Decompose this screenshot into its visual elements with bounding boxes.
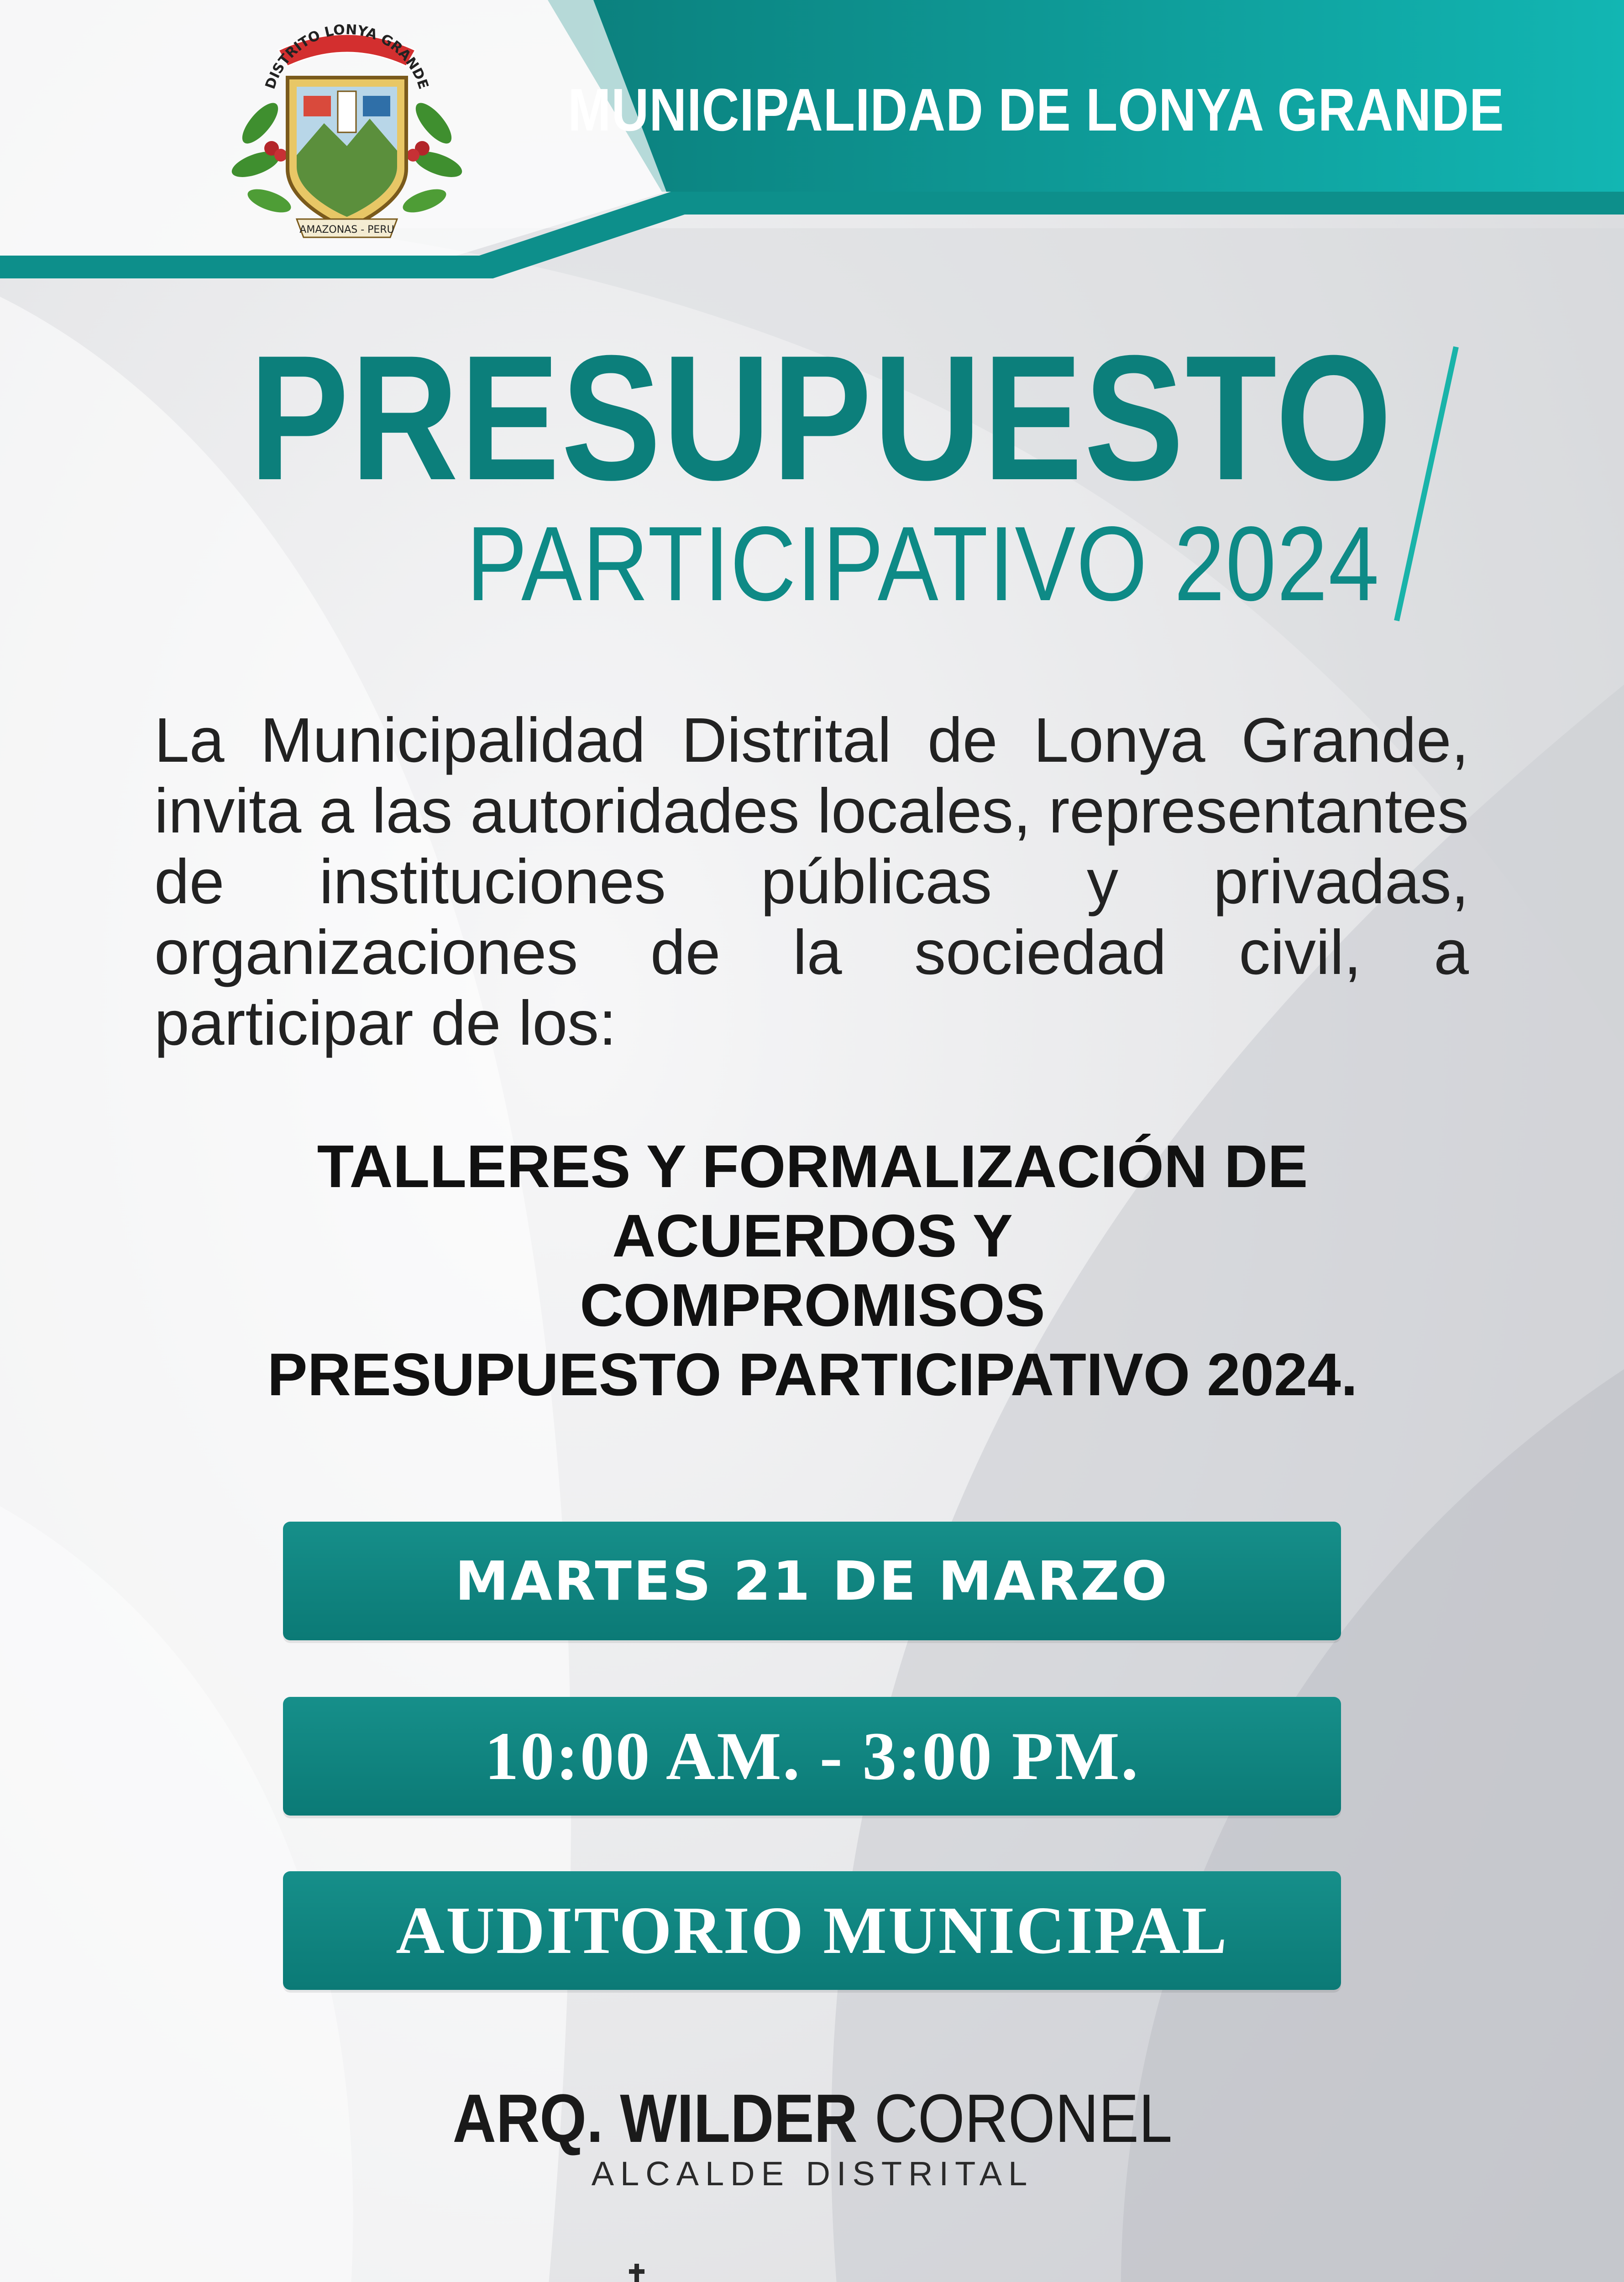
- event-title-line: COMPROMISOS: [580, 1272, 1045, 1339]
- event-title-line: PRESUPUESTO PARTICIPATIVO 2024.: [267, 1341, 1358, 1408]
- organization-name: MUNICIPALIDAD DE LONYA GRANDE: [568, 76, 1504, 143]
- crest-top-text: DISTRITO LONYA GRANDE: [262, 21, 432, 91]
- event-title-line: TALLERES Y FORMALIZACIÓN DE: [317, 1133, 1308, 1200]
- time-banner: 10:00 AM. - 3:00 PM.: [283, 1697, 1341, 1816]
- event-title: [137, 1132, 1488, 1409]
- event-title-line: ACUERDOS Y: [612, 1202, 1013, 1269]
- intro-paragraph: La Municipalidad Distrital de Lonya Grande, invita a las autoridades locales, representantes de instituciones públicas y privadas, organizaciones de la sociedad civil, a participar de los:: [154, 705, 1469, 1058]
- crest-bottom-text: AMAZONAS - PERU: [299, 224, 394, 236]
- mayor-name-regular: CORONEL: [874, 2080, 1173, 2156]
- title-main: PRESUPUESTO: [249, 318, 1393, 517]
- mayor-title: ALCALDE DISTRITAL: [591, 2155, 1034, 2193]
- date-banner: MARTES 21 DE MARZO: [283, 1522, 1341, 1640]
- mayor-name-bold: ARQ. WILDER: [452, 2080, 858, 2156]
- title-sub: PARTICIPATIVO 2024: [466, 505, 1380, 623]
- location-banner: AUDITORIO MUNICIPAL: [283, 1871, 1341, 1990]
- municipal-crest-icon: [228, 18, 466, 246]
- mayor-name: [411, 2079, 1214, 2158]
- church-tower-icon: [621, 2255, 726, 2282]
